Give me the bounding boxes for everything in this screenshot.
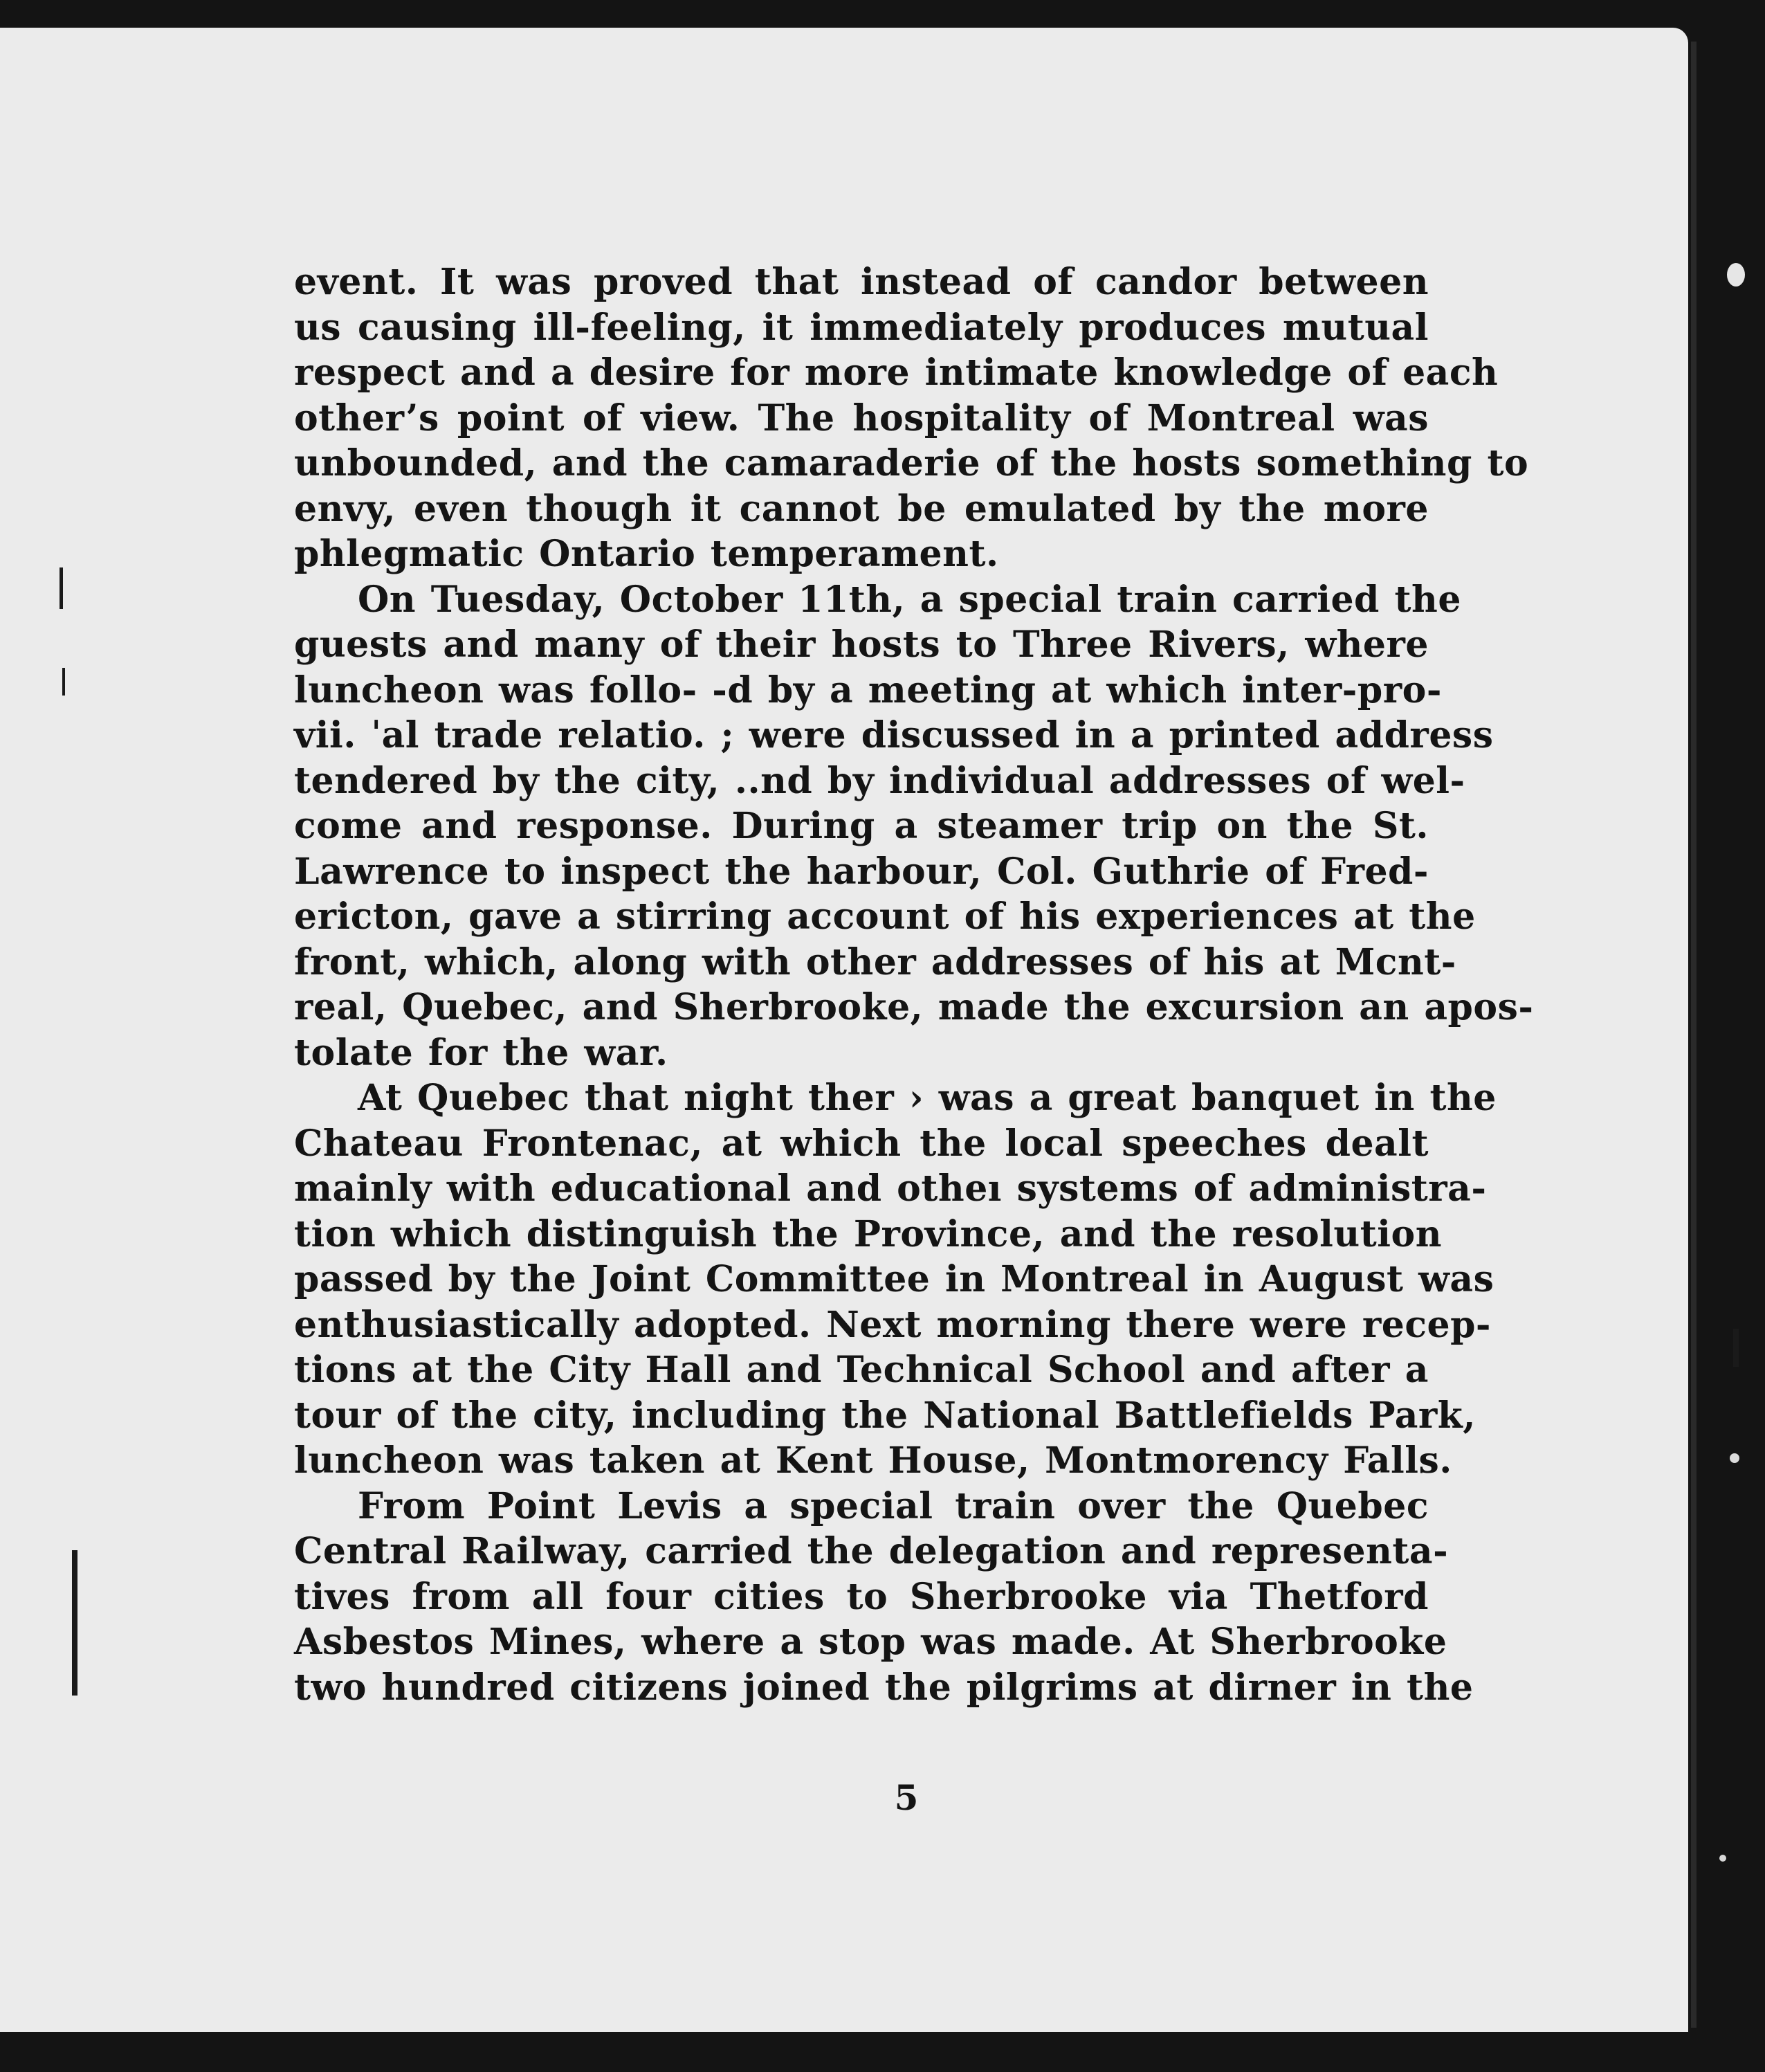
- scan-speck: [1727, 263, 1745, 287]
- text-line: passed by the Joint Committee in Montreal in August was: [294, 1258, 1494, 1300]
- text-line: enthusiastically adopted. Next morning there were recep-: [294, 1303, 1492, 1346]
- text-line: guests and many of their hosts to Three Rivers, where: [294, 624, 1429, 666]
- text-line: come and response. During a steamer trip on the St.: [294, 805, 1429, 847]
- text-line: tolate for the war.: [294, 1031, 668, 1074]
- text-line: real, Quebec, and Sherbrooke, made the excursion an apos-: [294, 986, 1534, 1028]
- text-line: luncheon was taken at Kent House, Montmorency Fallꜱ.: [294, 1439, 1452, 1482]
- text-line: At Quebec that night ther › was a great banquet in the: [358, 1077, 1497, 1119]
- text-line: us causing ill-feeling, it immediately produces mutual: [294, 306, 1429, 349]
- text-line: Chateau Frontenac, at which the local speeches dealt: [294, 1122, 1429, 1165]
- text-line: tion which distinguish the Province, and the resolution: [294, 1212, 1443, 1255]
- paragraph-4: [294, 1484, 1474, 1711]
- text-line: other’s point of view. The hospitality of Montreal was: [294, 397, 1429, 439]
- text-line: luncheon was follo- -d by a meeting at which inter-pro-: [294, 669, 1442, 711]
- text-line: Central Railway, carried the delegation and representa-: [294, 1530, 1449, 1572]
- text-line: two hundred citizens joined the pilgrims at dirner in the: [294, 1666, 1474, 1709]
- text-line: From Point Levis a special train over the Quebec: [358, 1484, 1429, 1527]
- text-line: mainly with educational and otheı systems of administra-: [294, 1167, 1487, 1210]
- text-line: On Tuesday, October 11th, a special train carried the: [358, 578, 1461, 621]
- scan-speck: [1733, 1329, 1739, 1367]
- scan-speck: [72, 1550, 77, 1696]
- text-line: vii. ˈal trade relatio. ; were discussed in a printed address: [294, 714, 1494, 756]
- text-line: Lawrence to inspect the harbour, Col. Guthrie of Fred-: [294, 850, 1429, 893]
- text-line: tives from all four cities to Sherbrooke via Thetford: [294, 1575, 1429, 1618]
- text-line: respect and a desire for more intimate knowledge of each: [294, 352, 1499, 394]
- text-line: event. It was proved that instead of candor between: [294, 261, 1429, 303]
- text-line: envy, even though it cannot be emulated by the more: [294, 487, 1429, 530]
- paragraph-1: [294, 260, 1529, 577]
- paragraph-2: [294, 577, 1534, 1076]
- text-line: ericton, gave a stirring account of his experiences at the: [294, 896, 1476, 938]
- text-line: Asbestos Mines, where a stop was made. At Sherbrooke: [294, 1621, 1447, 1663]
- text-line: front, which, along with other addresses of his at Mcnt-: [294, 940, 1456, 983]
- body-text: [294, 260, 1534, 1710]
- scan-speck: [1730, 1453, 1739, 1463]
- scan-speck: [62, 668, 65, 696]
- text-line: unbounded, and the camaraderie of the hosts something to: [294, 442, 1529, 484]
- page-number: 5: [894, 1777, 919, 1818]
- page-edge-shadow: [1691, 42, 1697, 2028]
- paragraph-3: [294, 1075, 1497, 1484]
- scan-speck: [60, 567, 63, 609]
- text-line: tions at the City Hall and Technical School and after a: [294, 1349, 1429, 1391]
- scan-speck: [1719, 1855, 1726, 1862]
- text-line: phlegmatic Ontario temperament.: [294, 533, 999, 575]
- text-line: tendered by the city, ..nd by individual addresses of wel-: [294, 759, 1465, 802]
- text-line: tour of the city, including the National Battlefields Park,: [294, 1394, 1476, 1437]
